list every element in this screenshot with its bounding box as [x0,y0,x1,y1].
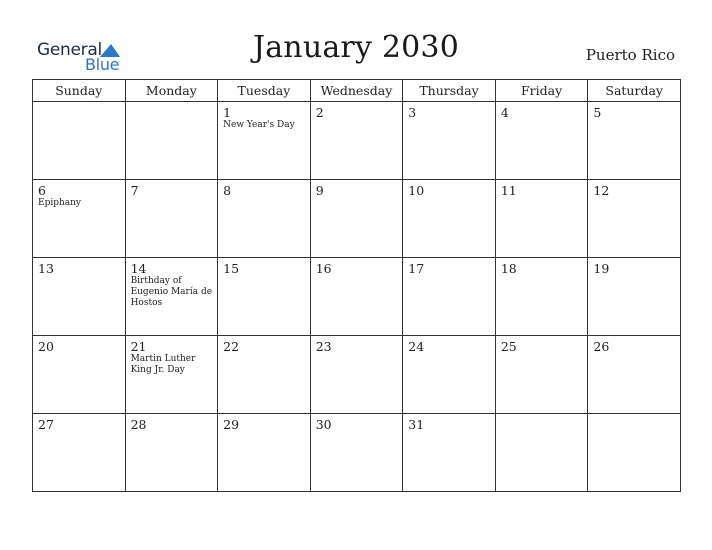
day-number: 18 [500,261,517,276]
day-number: 31 [408,417,425,432]
holiday-label: Martin Luther King Jr. Day [130,354,196,375]
week-row [33,414,681,492]
day-cell [33,102,126,180]
day-number: 25 [500,339,517,354]
weekday-header: Tuesday [218,80,311,102]
week-row [33,336,681,414]
day-number: 21 [130,339,147,354]
day-number: 28 [130,417,147,432]
day-number: 9 [315,183,324,198]
day-cell [310,180,403,258]
day-cell [33,258,126,336]
week-row [33,258,681,336]
logo-word-blue: Blue [85,55,120,74]
week-row [33,180,681,258]
day-number: 14 [130,261,147,276]
day-number: 13 [38,261,54,276]
day-cell [310,336,403,414]
day-cell [125,414,218,492]
holiday-label: Epiphany [38,198,82,208]
page-title: January 2030 [252,30,459,65]
day-cell [588,102,681,180]
day-cell [495,336,588,414]
weekday-header: Sunday [33,80,126,102]
weekday-header: Wednesday [310,80,403,102]
weekday-header: Saturday [588,80,681,102]
day-cell [218,258,311,336]
day-number: 22 [223,339,240,354]
day-cell [403,414,496,492]
day-cell [310,258,403,336]
day-number: 27 [38,417,54,432]
day-cell [403,258,496,336]
day-number: 8 [223,183,232,198]
day-cell [218,102,311,180]
day-number: 26 [593,339,610,354]
weekday-header-row [33,80,681,102]
day-number: 20 [38,339,54,354]
day-number: 30 [315,417,332,432]
day-cell [125,180,218,258]
calendar-grid [32,79,681,492]
day-number: 4 [500,105,509,120]
day-cell [403,180,496,258]
day-number: 29 [223,417,240,432]
day-number: 15 [223,261,240,276]
day-number: 7 [130,183,139,198]
day-cell [125,258,218,336]
day-cell [495,258,588,336]
day-number: 17 [408,261,425,276]
day-number: 10 [408,183,425,198]
logo-word-general: General [37,40,102,60]
day-cell [588,336,681,414]
day-cell [403,336,496,414]
day-cell [33,336,126,414]
day-cell [310,102,403,180]
day-cell [218,336,311,414]
day-number: 1 [223,105,232,120]
weekday-header: Monday [125,80,218,102]
day-number: 2 [315,105,324,120]
day-cell [218,414,311,492]
day-cell [495,180,588,258]
day-number: 23 [315,339,332,354]
day-number: 16 [315,261,332,276]
day-cell [588,258,681,336]
day-cell [588,180,681,258]
region-label: Puerto Rico [585,46,675,64]
day-cell [33,414,126,492]
day-number: 24 [408,339,425,354]
day-cell [125,102,218,180]
day-number: 11 [500,183,517,198]
day-cell [495,414,588,492]
holiday-label: New Year's Day [223,120,295,130]
weekday-header: Thursday [403,80,496,102]
day-number: 3 [408,105,417,120]
day-cell [125,336,218,414]
holiday-label: Birthday of Eugenio María de Hostos [130,276,213,308]
day-cell [310,414,403,492]
weekday-header: Friday [495,80,588,102]
week-row [33,102,681,180]
day-cell [495,102,588,180]
day-number: 12 [593,183,610,198]
day-number: 6 [38,183,46,198]
day-number: 5 [593,105,602,120]
day-cell [403,102,496,180]
day-cell [218,180,311,258]
day-cell [33,180,126,258]
day-number: 19 [593,261,610,276]
day-cell [588,414,681,492]
